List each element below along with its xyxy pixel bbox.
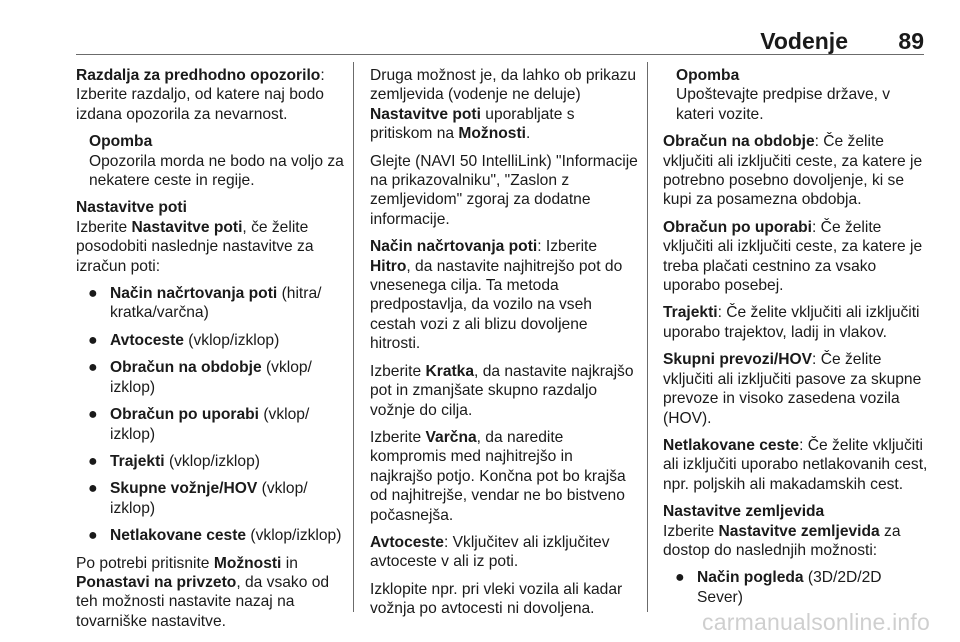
chapter-title: Vodenje xyxy=(760,28,848,54)
page-header xyxy=(0,0,960,56)
list-item: ● Trajekti (vklop/izklop) xyxy=(88,452,260,470)
column-divider xyxy=(353,62,354,612)
list-item: ● Avtoceste (vklop/izklop) xyxy=(88,331,280,349)
bullet-icon: ● xyxy=(88,452,98,470)
list-item: ● Skupne vožnje/HOV (vklop/ izklop) xyxy=(88,480,308,517)
paragraph: Obračun na obdobje: Če želite vključiti ali izključiti ceste, za katere je potrebno posebno dovoljenje, ki se kupi za posamezna obdobja. xyxy=(663,133,923,209)
bullet-icon: ● xyxy=(88,527,98,545)
bullet-icon: ● xyxy=(88,285,98,303)
paragraph: Skupni prevozi/HOV: Če želite vključiti ali izključiti pasove za skupne prevoze in visoko zasedena vozila (HOV). xyxy=(663,351,922,427)
term: Razdalja za predhodno opozorilo xyxy=(76,67,321,84)
text: : Izberite razdaljo, od katere naj bodo izdana opozorila za nevarnost. xyxy=(76,67,325,123)
note-text: Opozorila morda ne bodo na voljo za nekatere ceste in regije. xyxy=(89,152,344,190)
note-heading: Opomba xyxy=(89,133,153,151)
list-item: ● Način načrtovanja poti (hitra/ kratka/varčna) xyxy=(88,285,322,322)
watermark: carmanualsonline.info xyxy=(702,609,930,635)
list-item: ● Obračun na obdobje (vklop/ izklop) xyxy=(88,359,312,396)
page-number: 89 xyxy=(898,28,924,54)
paragraph: Izberite Kratka, da nastavite najkrajšo pot in zmanjšate skupno razdaljo vožnje do cilja. xyxy=(370,362,634,419)
paragraph: Trajekti: Če želite vključiti ali izključiti uporabo trajektov, ladij in vlakov. xyxy=(663,304,920,341)
note-box xyxy=(663,66,931,124)
header-rule xyxy=(76,54,924,55)
paragraph xyxy=(76,66,346,124)
column-3 xyxy=(663,66,931,615)
paragraph: Način načrtovanja poti: Izberite Hitro, da nastavite najhitrejšo pot do vnesenega cilja. Ta metoda predpostavlja, da vozilo na vseh cestah vozi z ali blizu dovoljene hitrosti. xyxy=(370,238,623,353)
bullet-icon: ● xyxy=(675,569,685,587)
bullet-icon: ● xyxy=(88,331,98,349)
paragraph: Izberite Nastavitve poti, če želite posodobiti naslednje nastavitve za izračun poti: xyxy=(76,218,314,275)
paragraph: Izberite Nastavitve zemljevida za dostop do naslednjih možnosti: xyxy=(663,522,901,559)
paragraph: Po potrebi pritisnite Možnosti in Ponastavi na privzeto, da vsako od teh možnosti nastavite nazaj na tovarniške nastavitve. xyxy=(76,554,330,630)
section-heading: Nastavitve poti xyxy=(76,199,187,217)
section-heading: Nastavitve zemljevida xyxy=(663,503,825,521)
paragraph: Izklopite npr. pri vleki vozila ali kadar vožnja po avtocesti ni dovoljena. xyxy=(370,580,623,618)
list-item: ● Obračun po uporabi (vklop/ izklop) xyxy=(88,406,310,443)
bullet-icon: ● xyxy=(88,480,98,498)
note-box xyxy=(76,132,346,190)
note-heading: Opomba xyxy=(676,67,740,84)
paragraph: Glejte (NAVI 50 IntelliLink) "Informacije na prikazovalniku", "Zaslon z zemljevidom" zgoraj za dodatne informacije. xyxy=(370,152,638,228)
column-divider xyxy=(647,62,648,612)
bullet-icon: ● xyxy=(88,406,98,424)
bullet-icon: ● xyxy=(88,359,98,377)
list-item: ● Netlakovane ceste (vklop/izklop) xyxy=(88,527,342,545)
column-2 xyxy=(370,66,638,627)
paragraph: Obračun po uporabi: Če želite vključiti ali izključiti ceste, za katere je treba plačati cestnino za vsako uporabo posebej. xyxy=(663,218,923,295)
note-text: Upoštevajte predpise države, v kateri vozite. xyxy=(676,86,891,123)
list-item: ● Način pogleda (3D/2D/2D Sever) xyxy=(675,569,882,606)
paragraph: Netlakovane ceste: Če želite vključiti ali izključiti uporabo netlakovanih cest, npr. poljskih ali makadamskih cest. xyxy=(663,436,928,493)
paragraph: Druga možnost je, da lahko ob prikazu zemljevida (vodenje ne deluje) Nastavitve poti uporabljate s pritiskom na Možnosti. xyxy=(370,67,637,143)
column-1 xyxy=(76,66,346,639)
paragraph: Izberite Varčna, da naredite kompromis med najhitrejšo in najkrajšo potjo. Končna pot bo krajša od najhitrejše, vendar ne bo bistveno počasnejša. xyxy=(370,428,626,524)
paragraph: Avtoceste: Vključitev ali izključitev avtoceste v ali iz poti. xyxy=(370,533,610,571)
